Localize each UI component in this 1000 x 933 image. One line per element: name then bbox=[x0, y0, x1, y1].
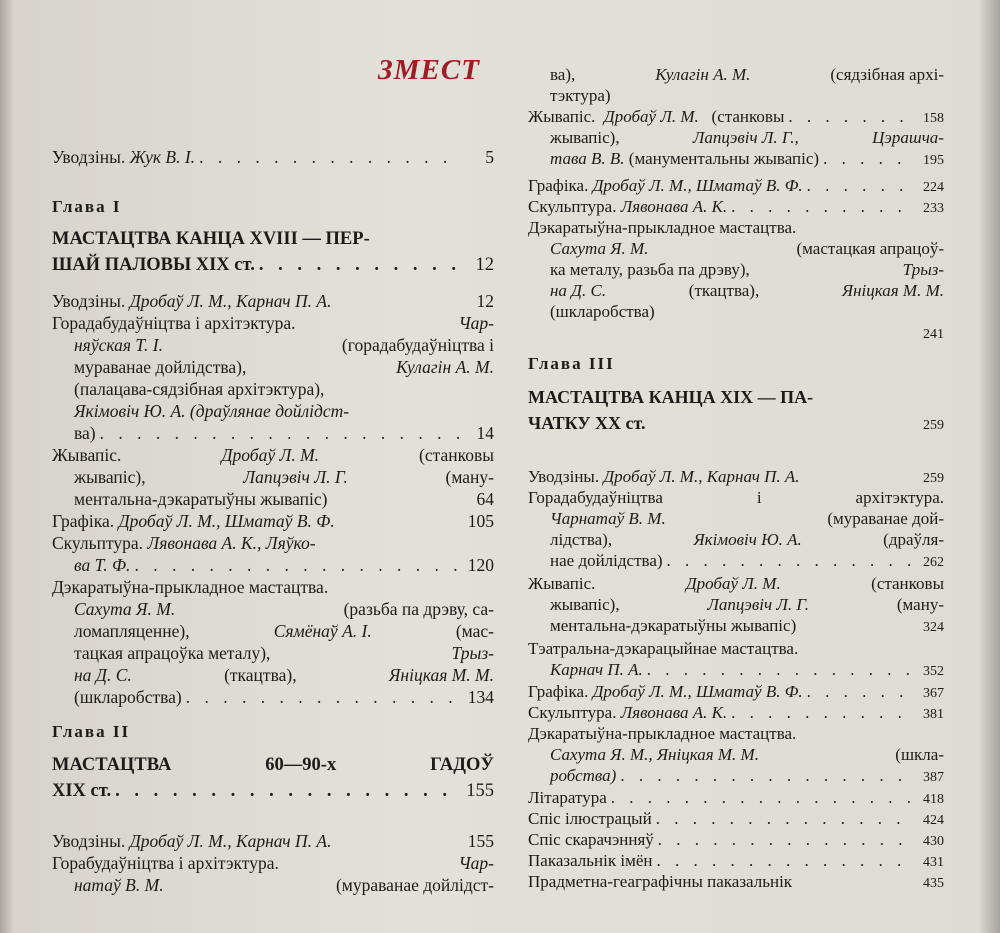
toc-entry: Горадабудаўніцтва і архітэктура. Чар- няўская Т. І. (горадабудаўніцтва і мураванае дойлідства), Кулагін А. М. (палацава-сядзібная архітэктура), Якімовіч Ю. А. (драўлянае дойлідст- ва) . . . 14 bbox=[52, 312, 494, 444]
chapter-heading: МАСТАЦТВА 60—90-х ГАДОЎ XIX ст. . . . 155 bbox=[52, 752, 494, 800]
page-gutter bbox=[0, 0, 14, 933]
toc-entry: Скульптура. Лявонава А. К. . . . 381 bbox=[528, 702, 944, 723]
toc-entry: Дэкаратыўна-прыкладное мастацтва. Сахута Я. М. (разьба па дрэву, са- ломапляценне), Сямёнаў А. І. (мас- тацкая апрацоўка металу), Трыз- на Д. С. (ткацтва), Яніцкая М. М. (шкларобства) . . . 134 bbox=[52, 576, 494, 708]
toc-entry: Уводзіны. Дробаў Л. М., Карнач П. А. 259 bbox=[528, 467, 944, 486]
toc-entry-continued: ва), Кулагін А. М. (сядзібная архі- тэктура) bbox=[550, 65, 944, 105]
toc-entry: Прадметна-геаграфічны паказальнік 435 bbox=[528, 872, 944, 891]
chapter-heading: МАСТАЦТВА КАНЦА XIX — ПА- ЧАТКУ XX ст. 259 bbox=[528, 387, 944, 433]
toc-entry: Жывапіс. Дробаў Л. М. (станковы жывапіс), Лапцэвіч Л. Г. (ману- ментальна-дэкаратыўны жывапіс) 324 bbox=[528, 574, 944, 635]
toc-entry: Скульптура. Лявонава А. К., Ляўко- ва Т. Ф. . . . 120 bbox=[52, 532, 494, 576]
toc-entry: Графіка. Дробаў Л. М., Шматаў В. Ф. . . . 224 bbox=[528, 175, 944, 196]
toc-entry: Горабудаўніцтва і архітэктура. Чар- натаў В. М. (мураванае дойлідст- bbox=[52, 853, 494, 895]
toc-entry: Спіс ілюстрацый . . . 424 bbox=[528, 808, 944, 829]
toc-entry: Паказальнік імён . . . 431 bbox=[528, 850, 944, 871]
toc-entry: Скульптура. Лявонава А. К. . . . 233 bbox=[528, 196, 944, 217]
toc-entry: Жывапіс. Дробаў Л. М. (станковы жывапіс), Лапцэвіч Л. Г. (ману- ментальна-дэкаратыўны жывапіс) 64 bbox=[52, 445, 494, 509]
toc-entry: Уводзіны. Дробаў Л. М., Карнач П. А. 155 bbox=[52, 831, 494, 851]
toc-entry: Спіс скарачэнняў . . . 430 bbox=[528, 829, 944, 850]
toc-entry: Літаратура . . . 418 bbox=[528, 787, 944, 808]
page-edge-shadow bbox=[978, 0, 1000, 933]
toc-entry: Горадабудаўніцтва і архітэктура. Чарнатаў В. М. (мураванае дой- лідства), Якімовіч Ю. А. (драўля- нае дойлідства) . . . 262 bbox=[528, 487, 944, 571]
toc-entry: Графіка. Дробаў Л. М., Шматаў В. Ф. 105 bbox=[52, 511, 494, 531]
toc-entry: Тэатральна-дэкарацыйнае мастацтва. Карнач П. А. . . . 352 bbox=[528, 638, 944, 680]
toc-entry: Дэкаратыўна-прыкладное мастацтва. Сахута Я. М. (мастацкая апрацоў- ка металу, разьба па дрэву), Трыз- на Д. С. (ткацтва), Яніцкая М. М. (шкларобства) 241 bbox=[528, 218, 944, 342]
contents-title: ЗМЕСТ bbox=[378, 54, 480, 86]
chapter-label: Глава III bbox=[528, 354, 615, 373]
chapter-heading: МАСТАЦТВА КАНЦА XVIII — ПЕР- ШАЙ ПАЛОВЫ XIX ст. . . . 12 bbox=[52, 226, 494, 278]
chapter-label: Глава I bbox=[52, 197, 122, 216]
toc-entry: Жывапіс. Дробаў Л. М. (станковы . . . 158 жывапіс), Лапцэвіч Л. Г., Цэрашча- тава В. В. (манументальны жывапіс) . . . 195 bbox=[528, 106, 944, 169]
chapter-label: Глава II bbox=[52, 722, 131, 741]
toc-entry: Графіка. Дробаў Л. М., Шматаў В. Ф. . . . 367 bbox=[528, 681, 944, 702]
toc-entry: Уводзіны. Дробаў Л. М., Карнач П. А. 12 bbox=[52, 291, 494, 311]
toc-entry-intro: Уводзіны. Жук В. І. . . . 5 bbox=[52, 146, 494, 168]
toc-entry: Дэкаратыўна-прыкладное мастацтва. Сахута Я. М., Яніцкая М. М. (шкла- робства) . . . 387 bbox=[528, 723, 944, 786]
